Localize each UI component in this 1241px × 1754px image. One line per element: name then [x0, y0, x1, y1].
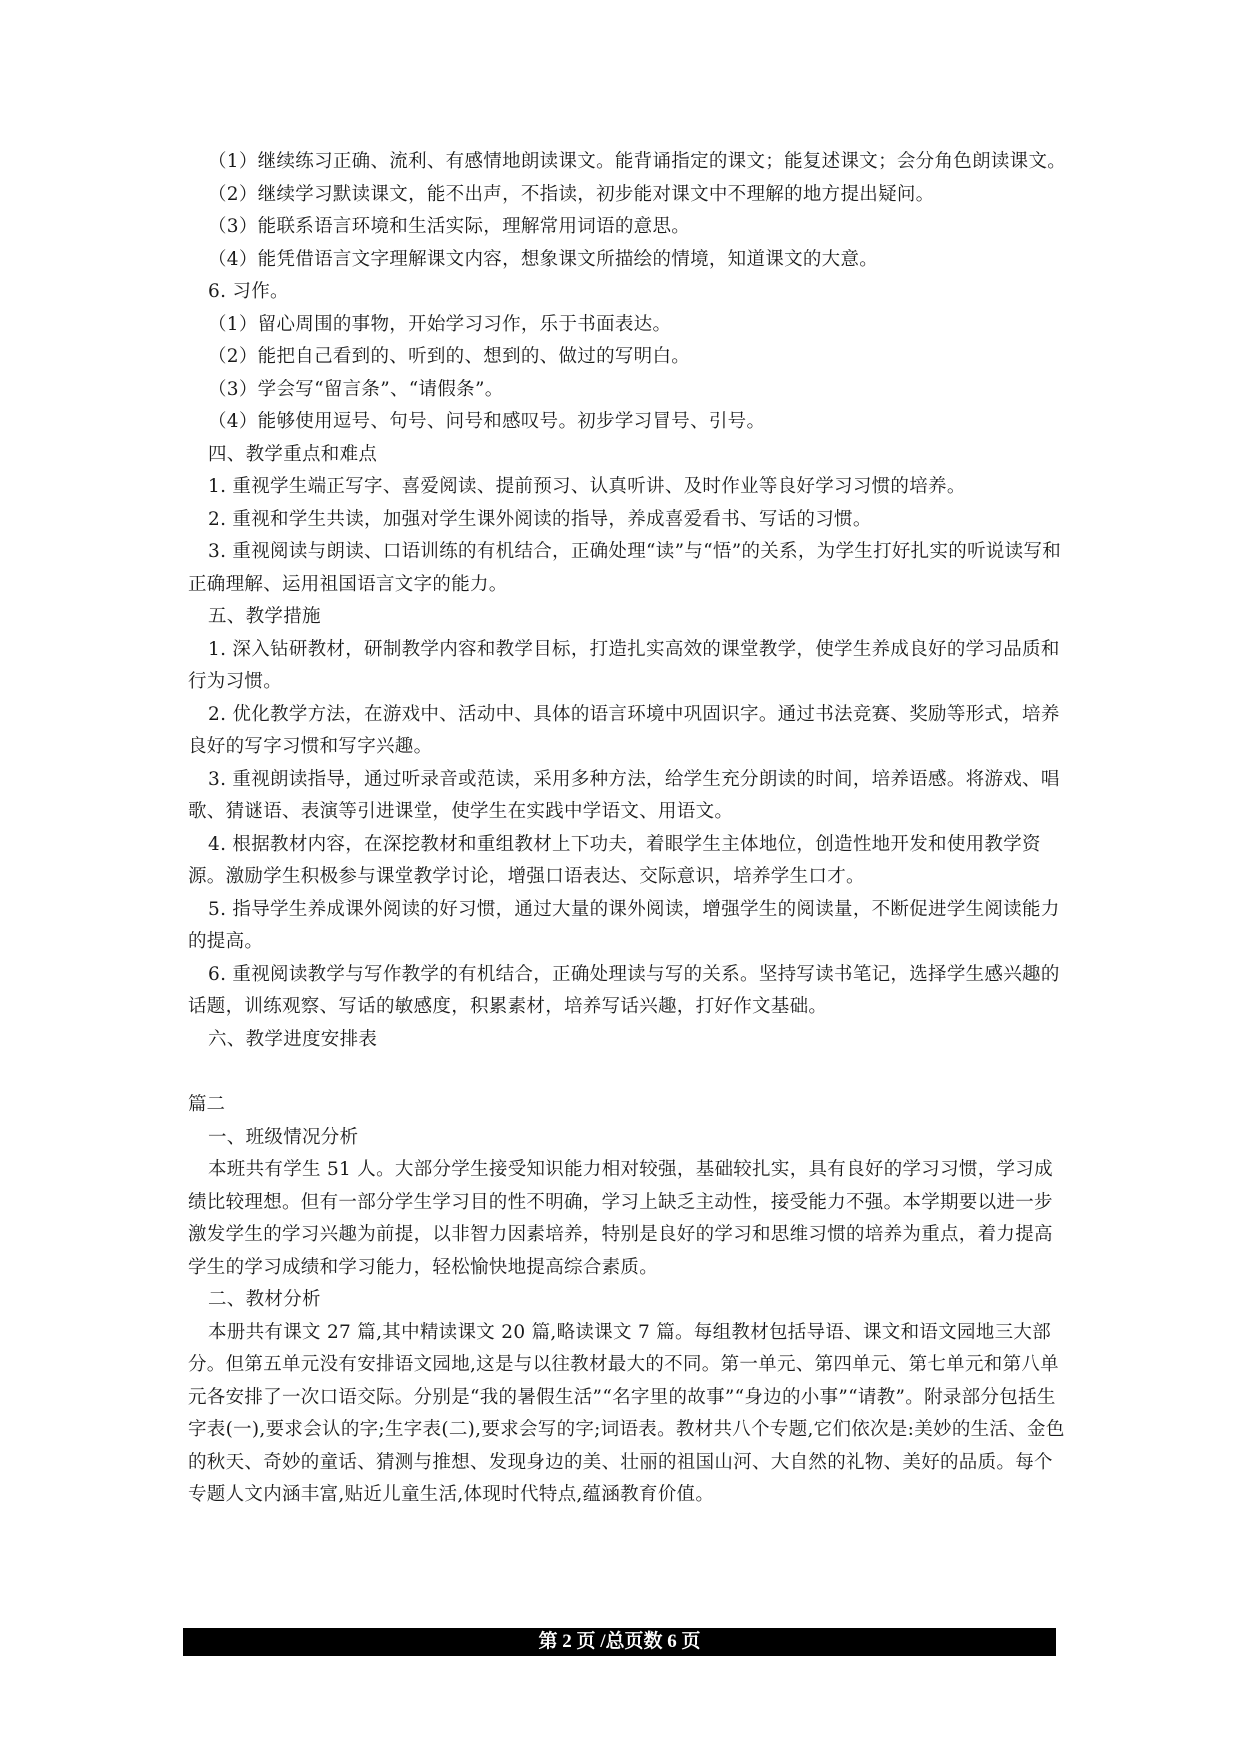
paragraph: （3）能联系语言环境和生活实际，理解常用词语的意思。: [208, 216, 691, 237]
paragraph: （1）留心周围的事物，开始学习习作，乐于书面表达。: [208, 313, 672, 335]
page-number-label: 第 2 页 /总页数 6 页: [538, 1631, 701, 1652]
section-heading: 六、教学进度安排表: [208, 1028, 378, 1050]
paragraph: 3. 重视朗读指导，通过听录音或范读，采用多种方法，给学生充分朗读的时间，培养语感。将游戏、唱歌、猜谜语、表演等引进课堂，使学生在实践中学语文、用语文。: [188, 768, 1060, 822]
paragraph: （3）学会写“留言条”、“请假条”。: [208, 378, 504, 400]
paragraph: 本班共有学生 51 人。大部分学生接受知识能力相对较强，基础较扎实，具有良好的学习习惯，学习成绩比较理想。但有一部分学生学习目的性不明确，学习上缺乏主动性，接受能力不强。本学期要以进一步激发学生的学习兴趣为前提，以非智力因素培养，特别是良好的学习和思维习惯的培养为重点，着力提高学生的学习成绩和学习能力，轻松愉快地提高综合素质。: [188, 1159, 1053, 1278]
paragraph: （2）继续学习默读课文，能不出声，不指读，初步能对课文中不理解的地方提出疑问。: [208, 183, 935, 205]
paragraph: （1）继续练习正确、流利、有感情地朗读课文。能背诵指定的课文；能复述课文；会分角色朗读课文。: [208, 151, 1067, 172]
paragraph: 2. 优化教学方法，在游戏中、活动中、具体的语言环境中巩固识字。通过书法竞赛、奖励等形式，培养良好的写字习惯和写字兴趣。: [188, 703, 1060, 757]
paragraph: 5. 指导学生养成课外阅读的好习惯，通过大量的课外阅读，增强学生的阅读量，不断促进学生阅读能力的提高。: [188, 898, 1060, 952]
paragraph: （2）能把自己看到的、听到的、想到的、做过的写明白。: [208, 346, 691, 367]
section-heading: 一、班级情况分析: [208, 1126, 359, 1148]
paragraph: 1. 深入钻研教材，研制教学内容和教学目标，打造扎实高效的课堂教学，使学生养成良好的学习品质和行为习惯。: [188, 638, 1060, 692]
paragraph: （4）能够使用逗号、句号、问号和感叹号。初步学习冒号、引号。: [208, 411, 766, 432]
paragraph: （4）能凭借语言文字理解课文内容，想象课文所描绘的情境，知道课文的大意。: [208, 248, 879, 270]
paragraph: 6. 重视阅读教学与写作教学的有机结合，正确处理读与写的关系。坚持写读书笔记，选择学生感兴趣的话题，训练观察、写话的敏感度，积累素材，培养写话兴趣，打好作文基础。: [188, 963, 1060, 1017]
section-heading: 二、教材分析: [208, 1289, 321, 1310]
paragraph: 2. 重视和学生共读，加强对学生课外阅读的指导，养成喜爱看书、写话的习惯。: [208, 508, 872, 530]
paragraph: 4. 根据教材内容，在深挖教材和重组教材上下功夫，着眼学生主体地位，创造性地开发和使用教学资源。激励学生积极参与课堂教学讨论，增强口语表达、交际意识，培养学生口才。: [188, 833, 1041, 887]
section-heading: 五、教学措施: [208, 606, 321, 627]
spacer: [188, 1056, 1068, 1089]
part-title: 篇二: [188, 1094, 226, 1115]
paragraph: 1. 重视学生端正写字、喜爱阅读、提前预习、认真听讲、及时作业等良好学习习惯的培养。: [208, 476, 966, 497]
paragraph: 本册共有课文 27 篇,其中精读课文 20 篇,略读课文 7 篇。每组教材包括导语、课文和语文园地三大部分。但第五单元没有安排语文园地,这是与以往教材最大的不同。第一单元、第四单元、第七单元和第八单元各安排了一次口语交际。分别是“我的暑假生活”“名字里的故事”“身边的小事”“请教”。附录部分包括生字表(一),要求会认的字;生字表(二),要求会写的字;词语表。教材共八个专题,它们依次是:美妙的生活、金色的秋天、奇妙的童话、猜测与推想、发现身边的美、壮丽的祖国山河、大自然的礼物、美好的品质。每个专题人文内涵丰富,贴近儿童生活,体现时代特点,蕴涵教育价值。: [188, 1321, 1065, 1505]
document-body: [188, 146, 1068, 1512]
paragraph-heading: 6. 习作。: [208, 281, 289, 302]
page-footer: [183, 1628, 1056, 1656]
section-heading: 四、教学重点和难点: [208, 443, 378, 465]
paragraph: 3. 重视阅读与朗读、口语训练的有机结合，正确处理“读”与“悟”的关系，为学生打好扎实的听说读写和正确理解、运用祖国语言文字的能力。: [188, 541, 1062, 595]
